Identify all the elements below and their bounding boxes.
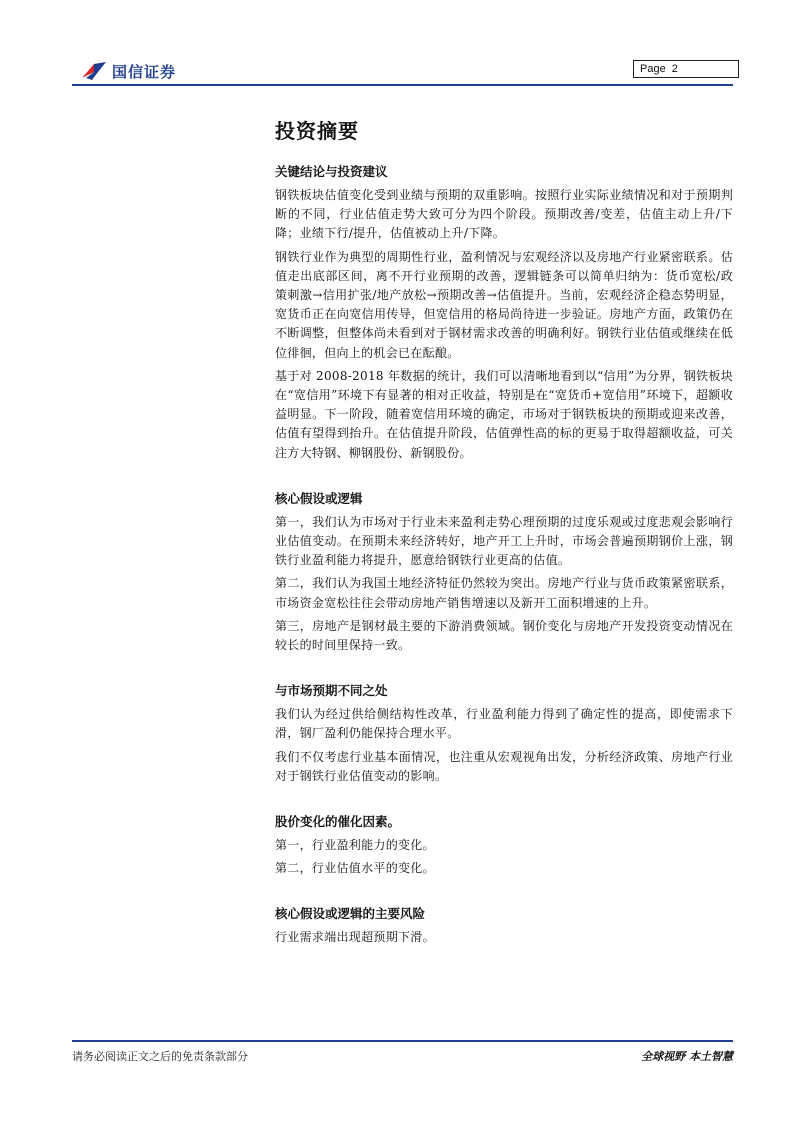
paragraph: 第一，行业盈利能力的变化。	[275, 838, 435, 853]
section-core-assumptions	[275, 489, 733, 655]
section-heading: 股价变化的催化因素。	[275, 814, 401, 830]
company-logo-text: 国信证券	[112, 62, 177, 81]
footer-divider	[72, 1040, 733, 1042]
paragraph: 钢铁行业作为典型的周期性行业，盈利情况与宏观经济以及房地产行业紧密联系。估值走出底部区间，离不开行业预期的改善，逻辑链条可以简单归纳为：货币宽松/政策刺激→信用扩张/地产放松→预期改善→估值提升。当前，宏观经济企稳态势明显，宽货币正在向宽信用传导，但宽信用的格局尚待进一步验证。房地产方面，政策仍在不断调整，但整体尚未看到对于钢材需求改善的明确利好。钢铁行业估值或继续在低位徘徊，但向上的机会已在酝酿。	[275, 249, 733, 360]
section-catalysts	[275, 812, 733, 878]
main-content	[275, 115, 733, 974]
paragraph: 钢铁板块估值变化受到业绩与预期的双重影响。按照行业实际业绩情况和对于预期判断的不同，行业估值走势大致可分为四个阶段。预期改善/变差，估值主动上升/下降；业绩下行/提升，估值被动上升/下降。	[275, 188, 733, 241]
paragraph: 我们不仅考虑行业基本面情况，也注重从宏观视角出发，分析经济政策、房地产行业对于钢铁行业估值变动的影响。	[275, 749, 733, 783]
footer-slogan: 全球视野 本土智慧	[641, 1050, 733, 1063]
page-number: 2	[671, 63, 678, 75]
paragraph: 行业需求端出现超预期下滑。	[275, 930, 435, 945]
section-key-conclusions	[275, 162, 733, 463]
page-header	[72, 58, 733, 84]
footer-disclaimer: 请务必阅读正文之后的免责条款部分	[72, 1050, 248, 1063]
section-heading: 核心假设或逻辑	[275, 490, 363, 506]
paragraph: 第三，房地产是钢材最主要的下游消费领域。钢价变化与房地产开发投资变动情况在较长的时间里保持一致。	[275, 618, 733, 653]
company-logo	[80, 58, 176, 84]
header-divider	[72, 84, 733, 86]
paragraph: 基于对 2008-2018 年数据的统计，我们可以清晰地看到以“信用”为分界，钢铁板块在“宽信用”环境下有显著的相对正收益，特别是在“宽货币+宽信用”环境下，超额收益明显。下一阶段，随着宽信用环境的确定，市场对于钢铁板块的预期或迎来改善，估值有望得到抬升。在估值提升阶段，估值弹性高的标的更易于取得超额收益，可关注方大特钢、柳钢股份、新钢股份。	[275, 368, 733, 460]
paragraph: 我们认为经过供给侧结构性改革，行业盈利能力得到了确定性的提高，即使需求下滑，钢厂盈利仍能保持合理水平。	[275, 707, 733, 741]
paragraph: 第一，我们认为市场对于行业未来盈利走势心理预期的过度乐观或过度悲观会影响行业估值变动。在预期未来经济转好，地产开工上升时，市场会普遍预期钢价上涨，钢铁行业盈利能力将提升，愿意给钢铁行业更高的估值。	[275, 514, 733, 568]
page-title: 投资摘要	[275, 119, 359, 143]
section-differences-from-market	[275, 681, 733, 786]
section-risks	[275, 904, 733, 947]
section-heading: 关键结论与投资建议	[275, 164, 388, 179]
page-label: Page	[640, 63, 666, 75]
page-footer	[72, 1040, 733, 1063]
section-heading: 核心假设或逻辑的主要风险	[275, 906, 426, 922]
section-heading: 与市场预期不同之处	[275, 683, 388, 699]
company-logo-icon	[80, 60, 108, 82]
page-indicator	[633, 60, 739, 78]
paragraph: 第二，行业估值水平的变化。	[275, 861, 435, 876]
paragraph: 第二，我们认为我国土地经济特征仍然较为突出。房地产行业与货币政策紧密联系，市场资金宽松往往会带动房地产销售增速以及新开工面积增速的上升。	[275, 576, 733, 610]
